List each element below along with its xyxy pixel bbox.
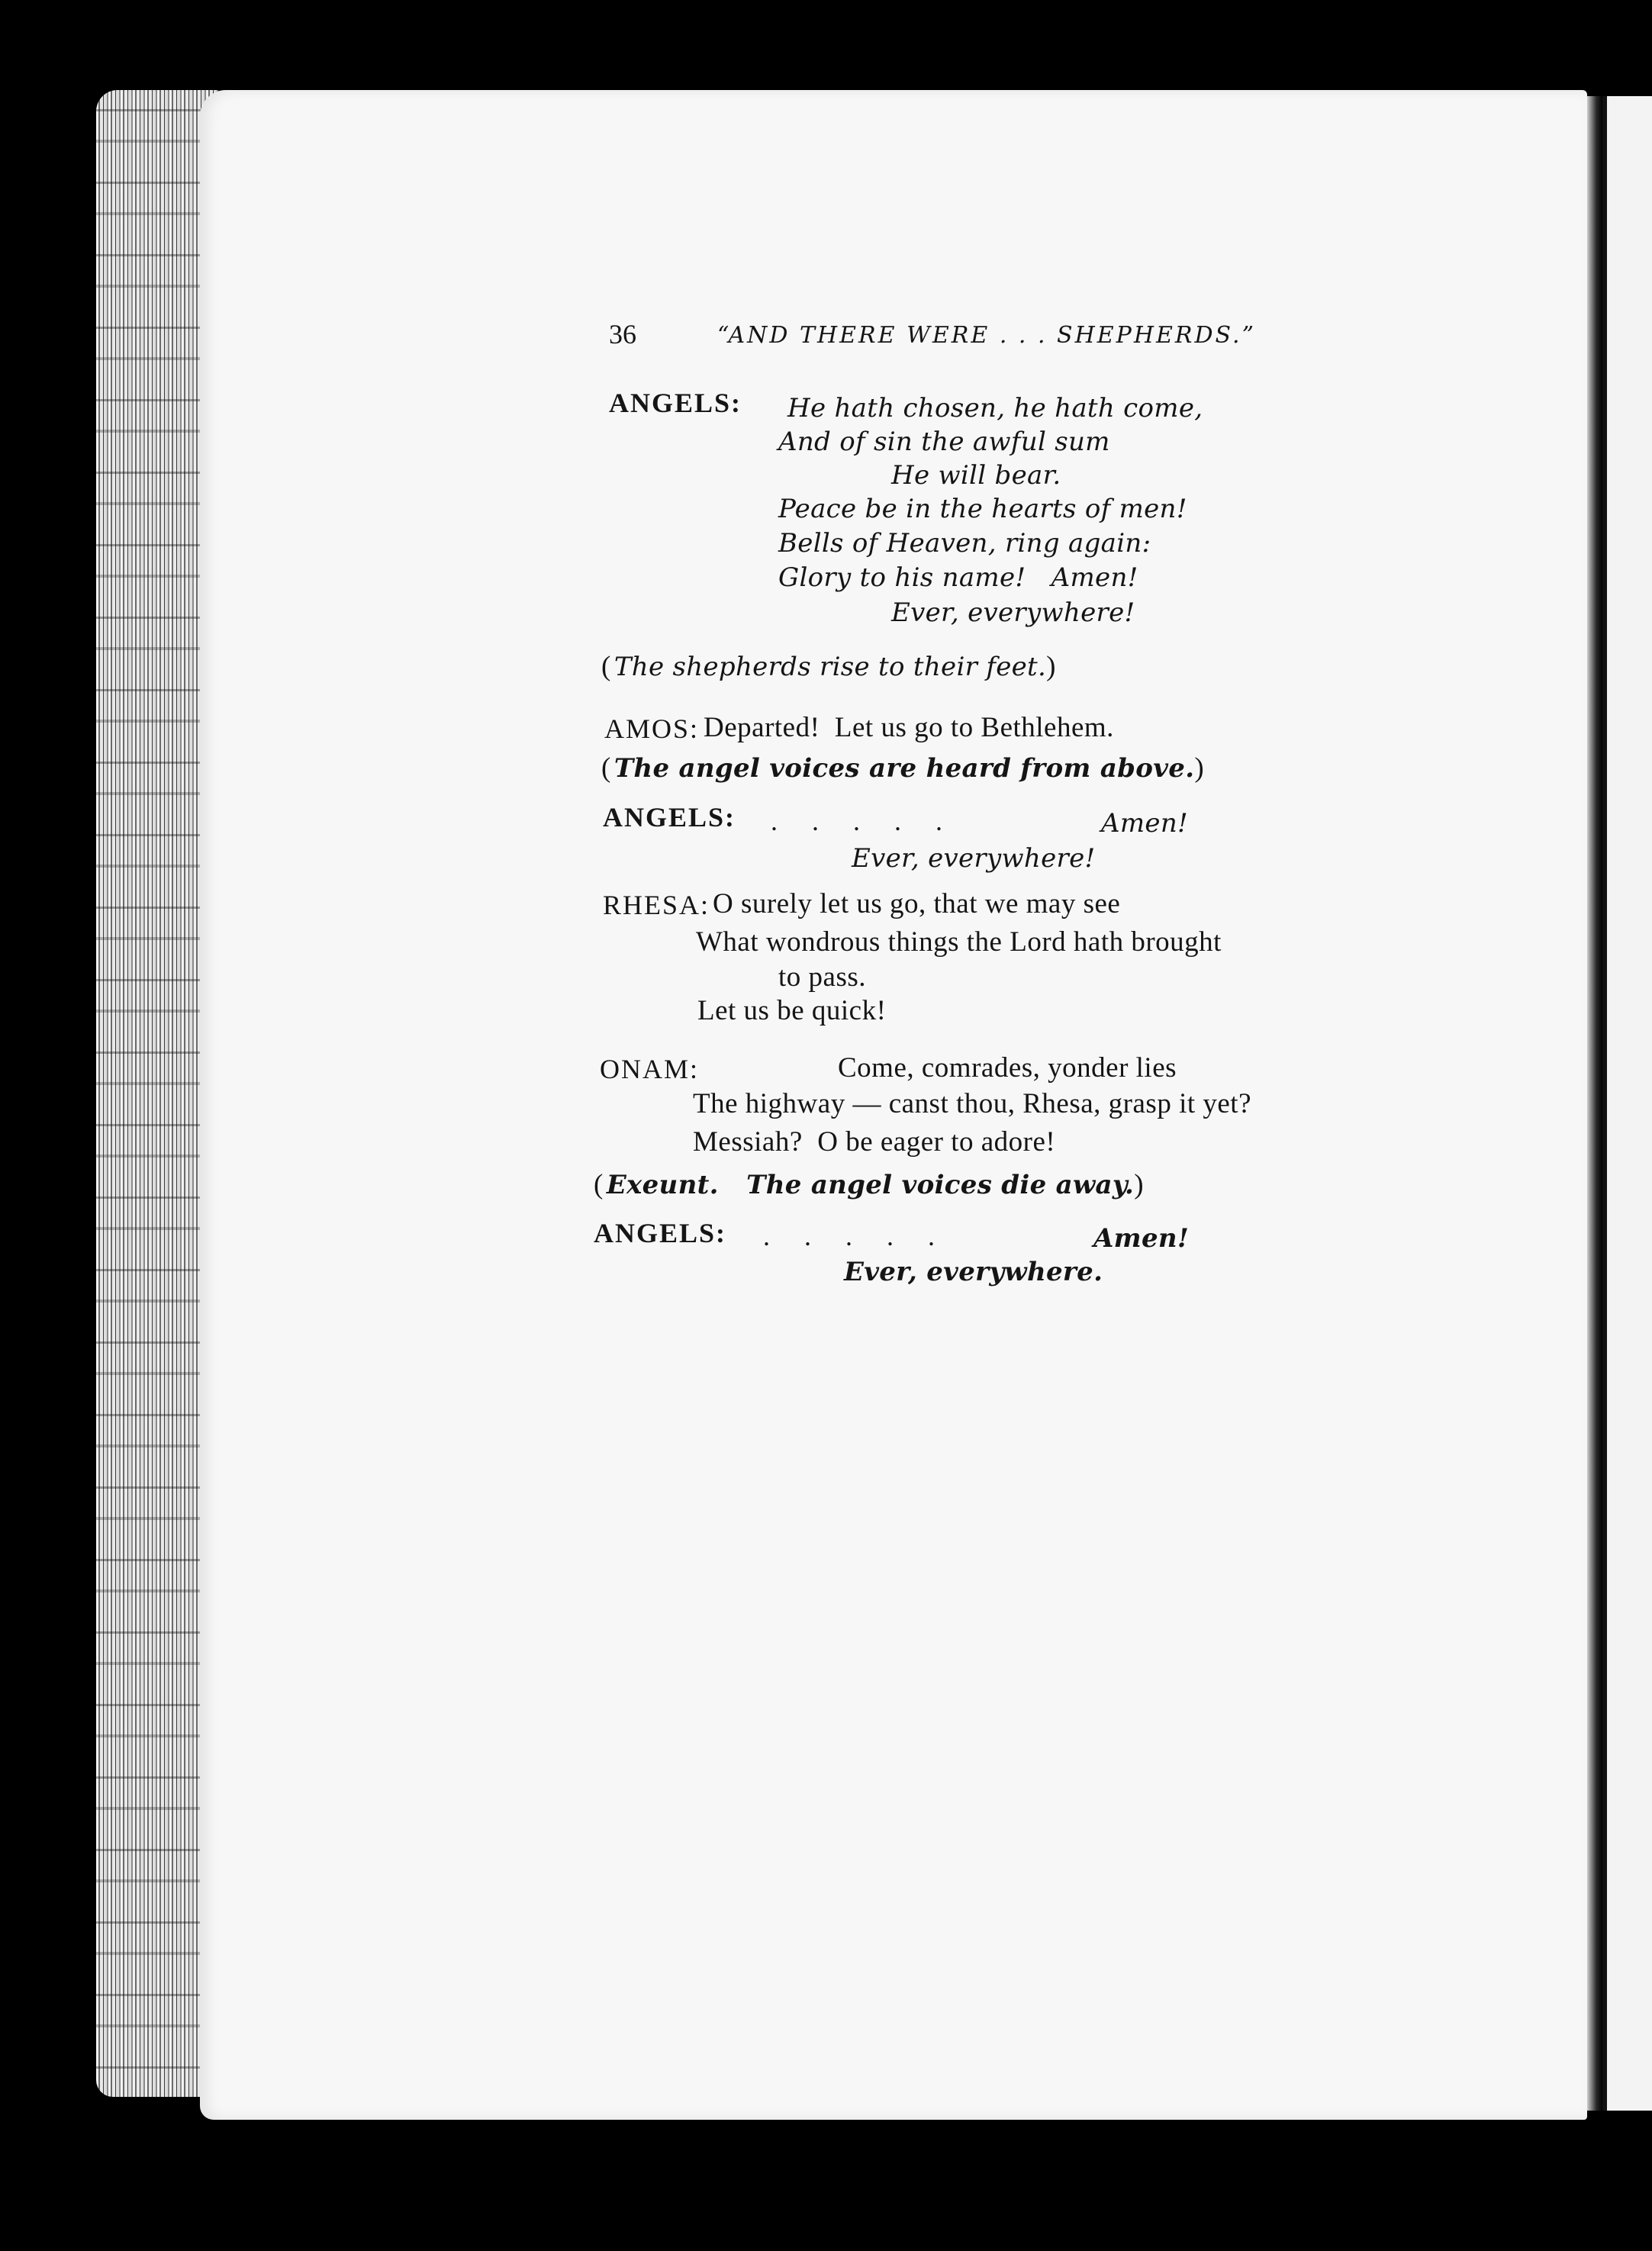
speaker-angels: ANGELS: bbox=[609, 388, 742, 418]
book-gutter bbox=[1587, 96, 1602, 2111]
stage-direction-text: The angel voices are heard from above. bbox=[613, 753, 1195, 784]
stage-direction bbox=[594, 1171, 1144, 1199]
paren-open: ( bbox=[594, 1169, 604, 1200]
verse-line: Peace be in the hearts of men! bbox=[778, 494, 1187, 524]
speaker-rhesa: RHESA: bbox=[603, 890, 710, 920]
speaker-onam: ONAM: bbox=[600, 1054, 700, 1084]
dialogue-line: Departed! Let us go to Bethlehem. bbox=[704, 712, 1114, 743]
verse-line: Amen! bbox=[1093, 1223, 1190, 1254]
dialogue-line: O surely let us go, that we may see bbox=[713, 888, 1121, 919]
stage-direction-text: The shepherds rise to their feet. bbox=[613, 652, 1047, 682]
verse-line: Glory to his name! Amen! bbox=[778, 562, 1138, 593]
speaker-angels: ANGELS: bbox=[603, 802, 736, 832]
stage-direction bbox=[601, 754, 1204, 782]
verse-line: Ever, everywhere. bbox=[844, 1257, 1103, 1287]
dialogue-line: Messiah? O be eager to adore! bbox=[693, 1126, 1056, 1158]
paren-open: ( bbox=[601, 651, 611, 682]
dialogue-line: to pass. bbox=[778, 961, 866, 993]
speaker-angels: ANGELS: bbox=[594, 1218, 727, 1248]
paren-close: ) bbox=[1046, 651, 1056, 682]
ellipsis-dots: . . . . . bbox=[763, 1221, 935, 1251]
paren-close: ) bbox=[1134, 1169, 1145, 1200]
speaker-amos: AMOS: bbox=[604, 713, 700, 744]
verse-line: He hath chosen, he hath come, bbox=[787, 393, 1203, 423]
paren-close: ) bbox=[1194, 752, 1205, 784]
verse-line: And of sin the awful sum bbox=[778, 427, 1110, 457]
verse-line: Ever, everywhere! bbox=[852, 843, 1096, 874]
verse-line: Bells of Heaven, ring again: bbox=[778, 528, 1151, 559]
dialogue-line: What wondrous things the Lord hath brought bbox=[696, 926, 1222, 958]
verse-line: Amen! bbox=[1101, 808, 1188, 839]
dialogue-line: Let us be quick! bbox=[697, 995, 887, 1026]
verse-line: He will bear. bbox=[891, 460, 1061, 491]
page-number: 36 bbox=[609, 319, 636, 349]
paren-open: ( bbox=[601, 752, 611, 784]
facing-page-edge bbox=[1602, 96, 1652, 2111]
stage-direction-text: Exeunt. The angel voices die away. bbox=[606, 1170, 1135, 1200]
dialogue-line: The highway — canst thou, Rhesa, grasp it yet? bbox=[693, 1088, 1251, 1119]
verse-line: Ever, everywhere! bbox=[891, 597, 1135, 628]
ellipsis-dots: . . . . . bbox=[771, 806, 942, 836]
dialogue-line: Come, comrades, yonder lies bbox=[838, 1052, 1177, 1084]
stage-direction bbox=[601, 652, 1056, 681]
running-title: “AND THERE WERE . . . SHEPHERDS.” bbox=[717, 322, 1256, 349]
